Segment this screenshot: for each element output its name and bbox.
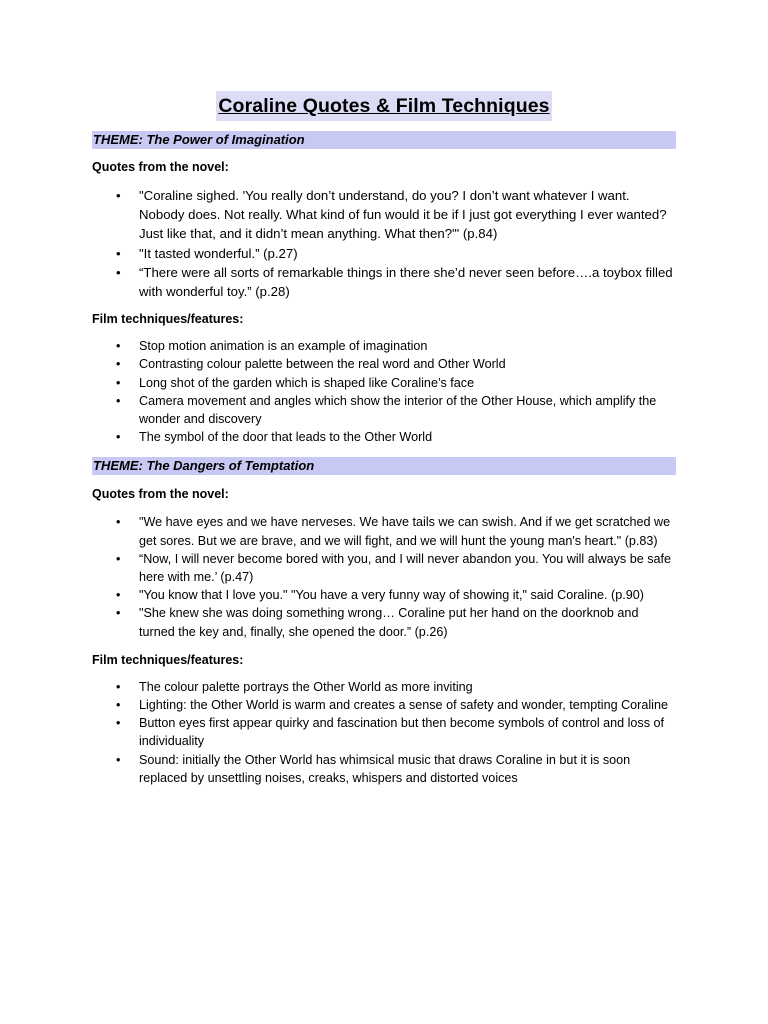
film-heading: Film techniques/features: xyxy=(92,312,244,327)
section-dangers-of-temptation xyxy=(92,457,676,787)
list-item xyxy=(92,751,676,787)
quote-text: "She knew she was doing something wrong… Coraline put her hand on the doorknob and turned the key and, finally, she opened the door.” (p.26) xyxy=(139,606,639,639)
list-item xyxy=(92,428,676,446)
quote-text: "Coraline sighed. 'You really don’t understand, do you? I don’t want whatever I want. Nobody does. Not really. What kind of fun would it be if I just got everything I ever wanted? Just like that, and it didn’t mean anything. What then?'" (p.84) xyxy=(139,188,667,242)
quote-text: "You know that I love you." "You have a very funny way of showing it," said Coraline. (p.90) xyxy=(139,588,644,603)
bullet-icon: • xyxy=(116,188,121,203)
list-item xyxy=(92,263,676,301)
film-techniques-list xyxy=(92,678,676,787)
technique-text: Contrasting colour palette between the real word and Other World xyxy=(139,357,506,372)
list-item xyxy=(92,513,676,549)
theme-heading: THEME: The Power of Imagination xyxy=(92,131,676,149)
bullet-icon: • xyxy=(116,716,121,731)
quotes-list xyxy=(92,513,676,640)
film-techniques-list xyxy=(92,337,676,446)
quotes-list xyxy=(92,186,676,301)
bullet-icon: • xyxy=(116,606,121,621)
list-item xyxy=(92,186,676,244)
document-page xyxy=(92,86,676,787)
theme-heading: THEME: The Dangers of Temptation xyxy=(92,457,676,475)
technique-text: Stop motion animation is an example of imagination xyxy=(139,339,428,354)
list-item xyxy=(92,550,676,586)
page-title-text: Coraline Quotes & Film Techniques xyxy=(216,91,551,121)
bullet-icon: • xyxy=(116,375,121,390)
bullet-icon: • xyxy=(116,752,121,767)
technique-text: The symbol of the door that leads to the Other World xyxy=(139,430,433,445)
technique-text: Lighting: the Other World is warm and creates a sense of safety and wonder, tempting Coraline xyxy=(139,698,668,713)
list-item xyxy=(92,714,676,750)
page-title xyxy=(92,86,676,121)
technique-text: The colour palette portrays the Other World as more inviting xyxy=(139,679,473,694)
list-item xyxy=(92,696,676,714)
quote-text: "We have eyes and we have nerveses. We have tails we can swish. And if we get scratched we get sores. But we are brave, and we will fight, and we will hunt the young man's heart." (p.83) xyxy=(139,515,671,548)
film-heading: Film techniques/features: xyxy=(92,652,244,667)
section-power-of-imagination xyxy=(92,131,676,446)
bullet-icon: • xyxy=(116,264,121,280)
bullet-icon: • xyxy=(116,357,121,372)
quote-text: "It tasted wonderful.” (p.27) xyxy=(139,245,298,261)
bullet-icon: • xyxy=(116,430,121,445)
quote-text: “There were all sorts of remarkable things in there she’d never seen before….a toybox filled with wonderful toy.” (p.28) xyxy=(139,264,673,300)
bullet-icon: • xyxy=(116,339,121,354)
technique-text: Camera movement and angles which show the interior of the Other House, which amplify the wonder and discovery xyxy=(139,393,657,427)
list-item xyxy=(92,244,676,263)
list-item xyxy=(92,355,676,373)
quote-text: “Now, I will never become bored with you, and I will never abandon you. You will always be safe here with me.’ (p.47) xyxy=(139,551,672,585)
bullet-icon: • xyxy=(116,679,121,694)
quotes-heading: Quotes from the novel: xyxy=(92,487,229,502)
bullet-icon: • xyxy=(116,698,121,713)
list-item xyxy=(92,374,676,392)
technique-text: Button eyes first appear quirky and fascination but then become symbols of control and loss of individuality xyxy=(139,716,665,749)
list-item xyxy=(92,604,676,640)
technique-text: Long shot of the garden which is shaped like Coraline’s face xyxy=(139,375,475,390)
bullet-icon: • xyxy=(116,588,121,603)
bullet-icon: • xyxy=(116,515,121,530)
bullet-icon: • xyxy=(116,551,121,566)
bullet-icon: • xyxy=(116,245,121,261)
list-item xyxy=(92,337,676,355)
quotes-heading: Quotes from the novel: xyxy=(92,160,229,174)
technique-text: Sound: initially the Other World has whimsical music that draws Coraline in but it is soon replaced by unsettling noises, creaks, whispers and distorted voices xyxy=(139,752,631,785)
list-item xyxy=(92,678,676,696)
list-item xyxy=(92,392,676,428)
list-item xyxy=(92,586,676,604)
bullet-icon: • xyxy=(116,393,121,408)
